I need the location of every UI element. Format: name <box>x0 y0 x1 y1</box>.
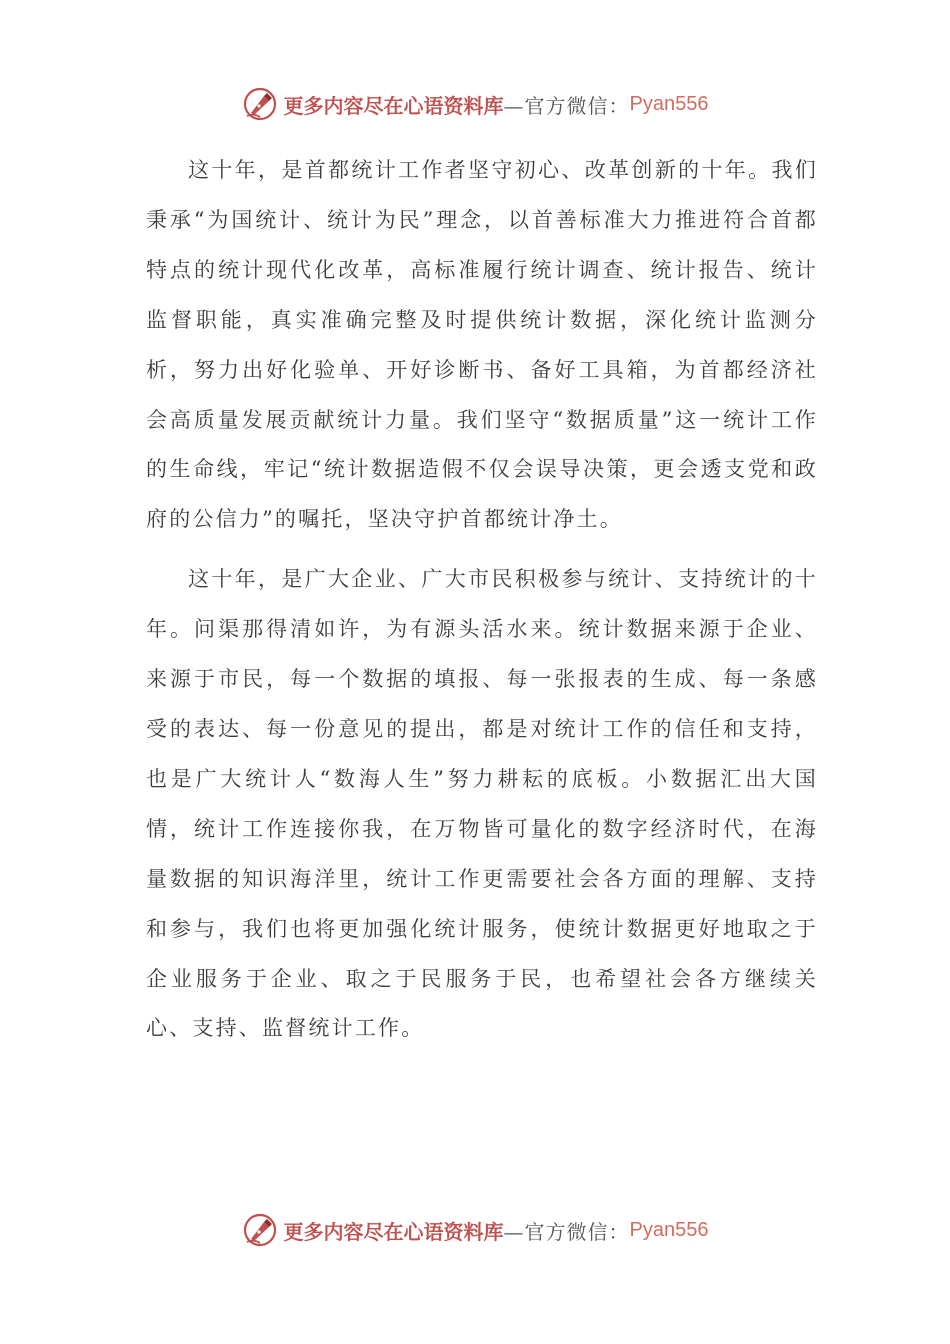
pen-nib-logo-icon <box>242 1212 278 1248</box>
footer-banner <box>0 1210 950 1250</box>
banner-wechat-id: Pyan556 <box>629 1218 709 1241</box>
banner-title: 更多内容尽在心语资料库 <box>283 1219 504 1244</box>
pen-nib-logo-icon <box>242 86 278 122</box>
banner-text <box>284 90 709 119</box>
banner-title: 更多内容尽在心语资料库 <box>283 93 504 118</box>
banner-text <box>284 1216 709 1245</box>
paragraph-2: 这十年，是广大企业、广大市民积极参与统计、支持统计的十年。问渠那得清如许，为有源头活水来。统计数据来源于企业、来源于市民，每一个数据的填报、每一张报表的生成、每一条感受的表达、每一份意见的提出，都是对统计工作的信任和支持，也是广大统计人“数海人生”努力耕耘的底板。小数据汇出大国情，统计工作连接你我，在万物皆可量化的数字经济时代，在海量数据的知识海洋里，统计工作更需要社会各方面的理解、支持和参与，我们也将更加强化统计服务，使统计数据更好地取之于企业服务于企业、取之于民服务于民，也希望社会各方继续关心、支持、监督统计工作。 <box>146 567 818 1041</box>
paragraph-1: 这十年，是首都统计工作者坚守初心、改革创新的十年。我们秉承“为国统计、统计为民”理念，以首善标准大力推进符合首都特点的统计现代化改革，高标准履行统计调查、统计报告、统计监督职能，真实准确完整及时提供统计数据，深化统计监测分析，努力出好化验单、开好诊断书、备好工具箱，为首都经济社会高质量发展贡献统计力量。我们坚守“数据质量”这一统计工作的生命线，牢记“统计数据造假不仅会误导决策，更会透支党和政府的公信力”的嘱托，坚决守护首都统计净土。 <box>146 158 818 532</box>
banner-wechat-id: Pyan556 <box>629 92 709 115</box>
banner-wechat-label: —官方微信： <box>503 1219 630 1244</box>
banner-wechat-label: —官方微信： <box>503 93 630 118</box>
document-body <box>146 146 818 1064</box>
header-banner <box>0 84 950 124</box>
